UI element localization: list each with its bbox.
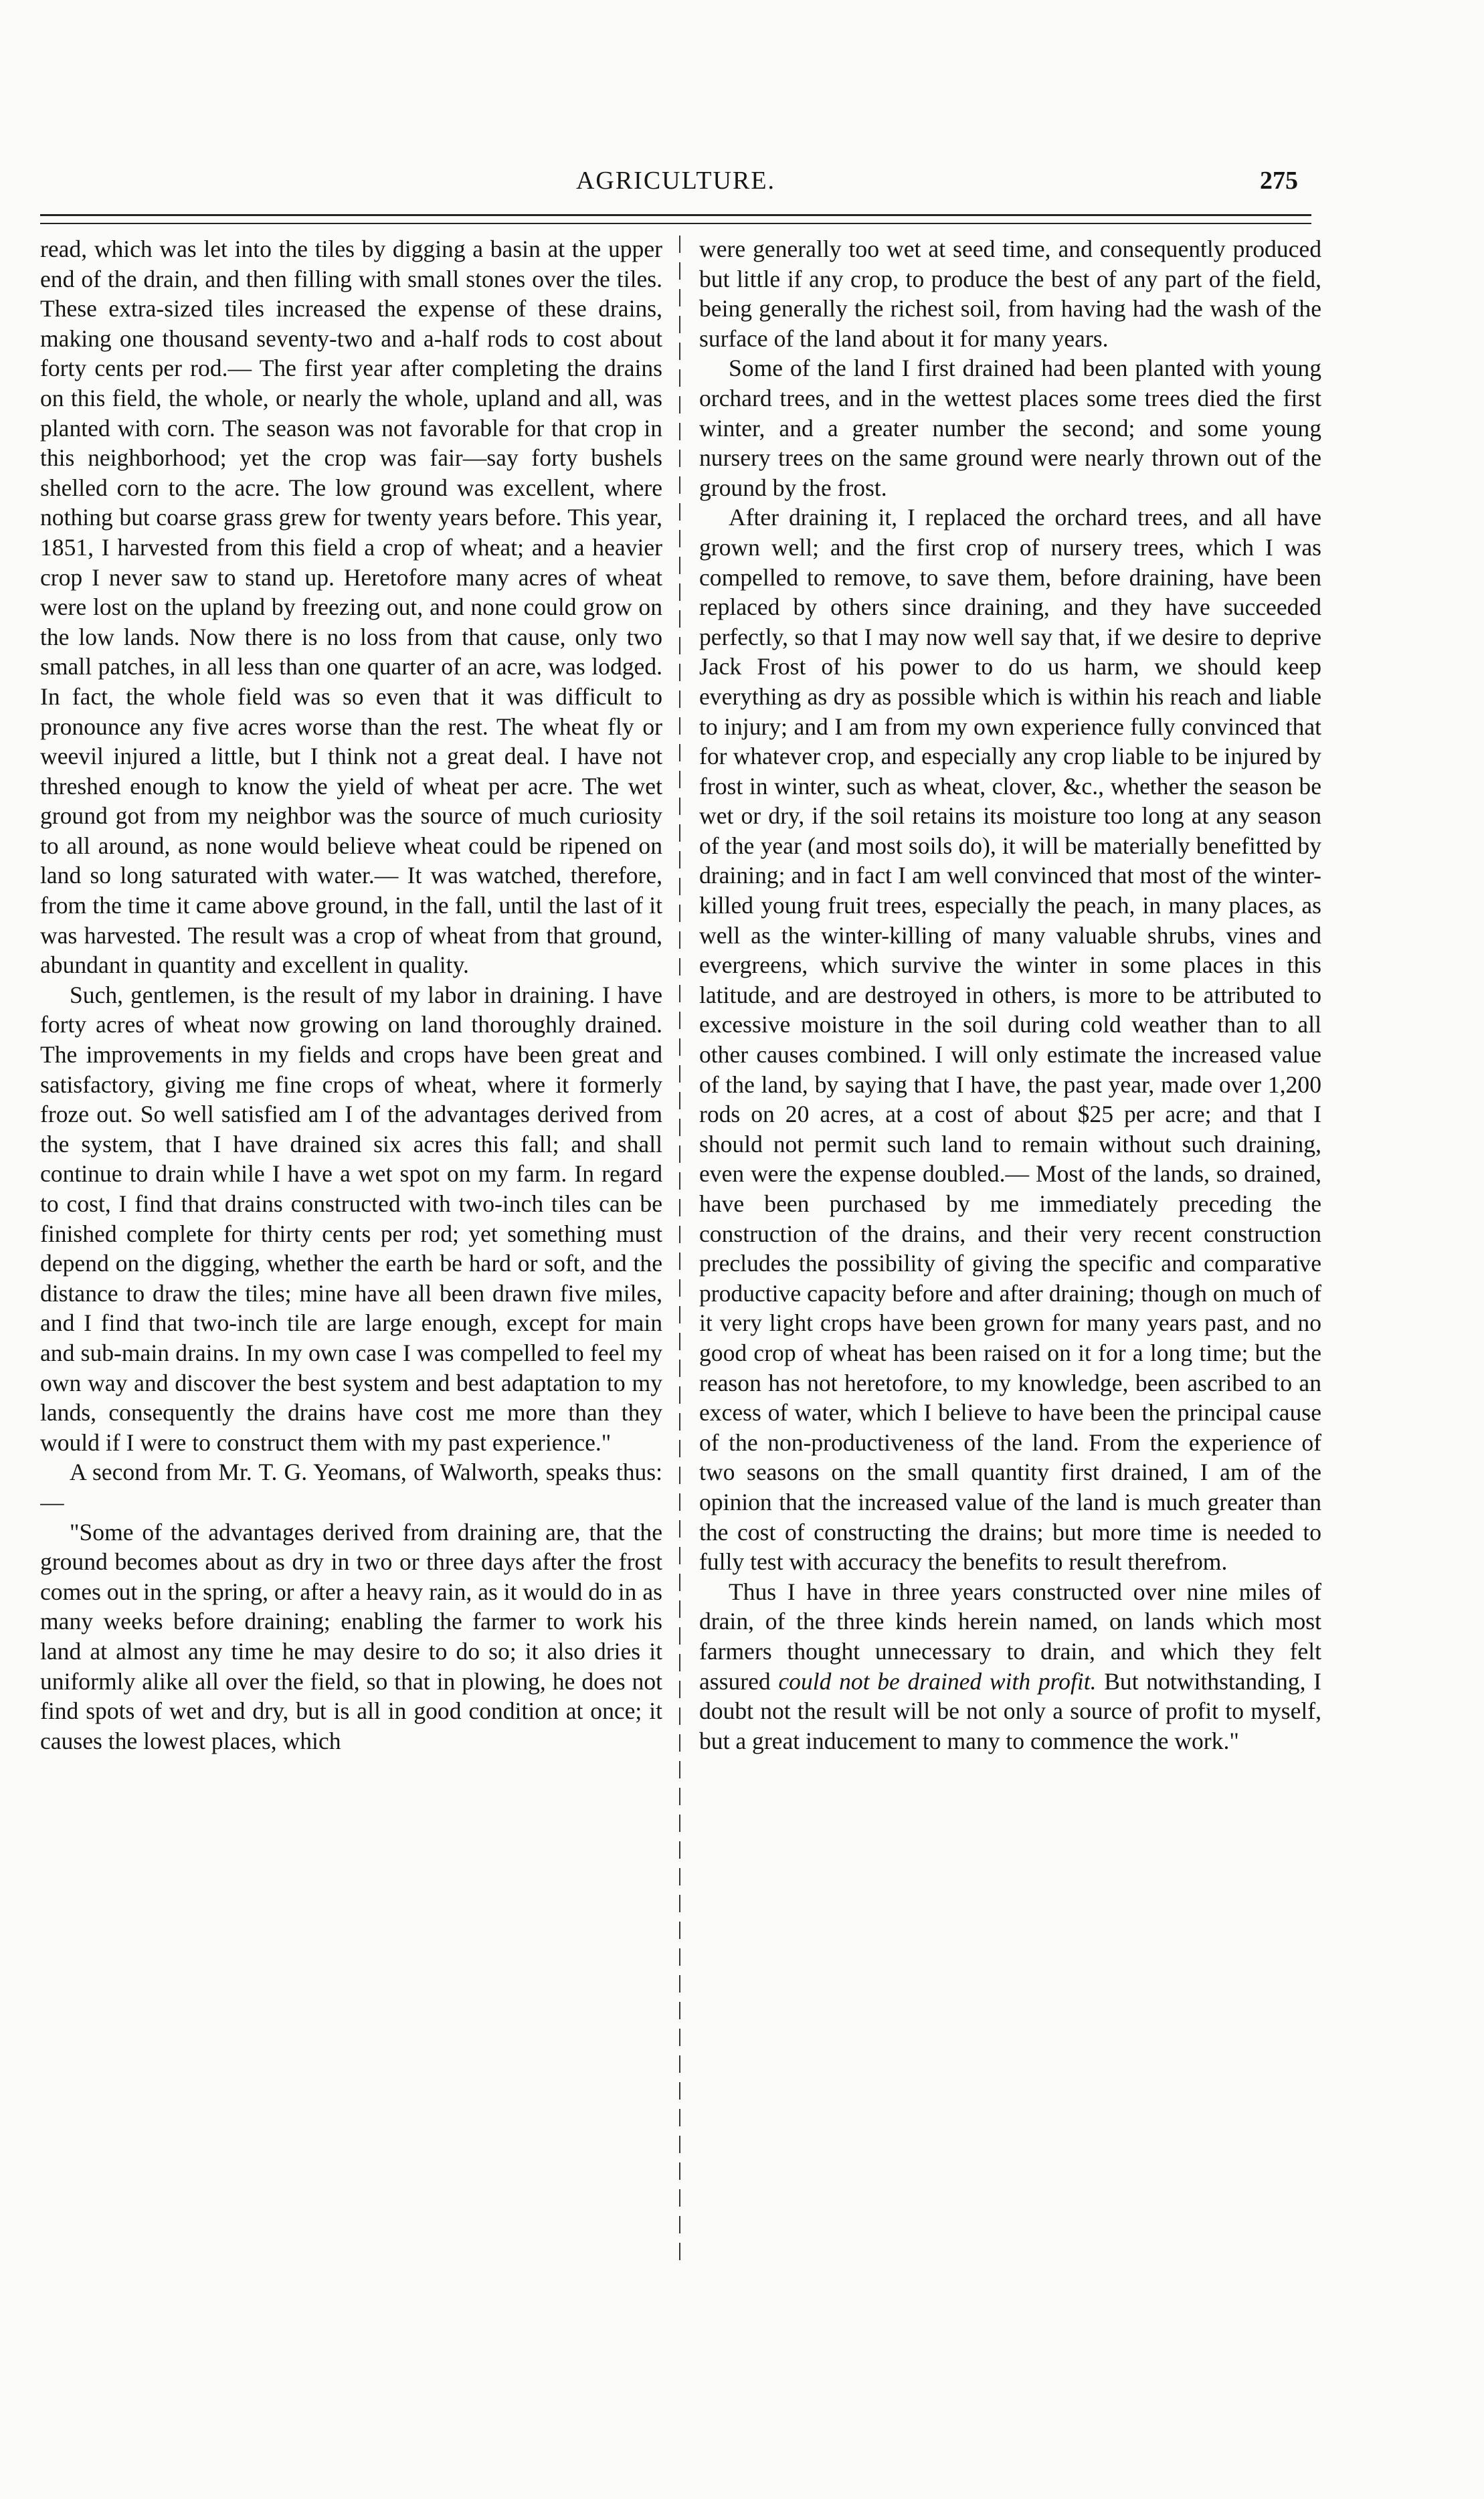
paragraph: Such, gentlemen, is the result of my labor in draining. I have forty acres of wheat now growing on land thoroughly drained. The improvements in my fields and crops have been great and satisfactory, giving me fine crops of wheat, where it formerly froze out. So well satisfied am I of the advantages derived from the system, that I have drained six acres this fall; and shall continue to drain while I have a wet spot on my farm. In regard to cost, I find that drains constructed with two-inch tiles can be finished complete for thirty cents per rod; yet something must depend on the digging, whether the earth be hard or soft, and the distance to draw the tiles; mine have all been drawn five miles, and I find that two-inch tile are large enough, except for main and sub-main drains. In my own case I was compelled to feel my own way and discover the best system and best adaptation to my lands, consequently the drains have cost me more than they would if I were to construct them with my past experience." bbox=[40, 981, 662, 1456]
paragraph: were generally too wet at seed time, and consequently produced but little if any crop, to produce the best of any part of the field, being generally the richest soil, from having had the wash of the surface of the land about it for many years. bbox=[699, 236, 1321, 352]
page-number: 275 bbox=[1260, 167, 1298, 195]
paragraph: A second from Mr. T. G. Yeomans, of Walworth, speaks thus:— bbox=[40, 1459, 662, 1515]
paragraph: After draining it, I replaced the orchard trees, and all have grown well; and the first crop of nursery trees, which I was compelled to remove, to save them, before draining, have been replaced by others since draining, and they have succeeded perfectly, so that I may now well say that, if we desire to deprive Jack Frost of his power to do us harm, we should keep everything as dry as possible which is within his reach and liable to injury; and I am from my own experience fully convinced that for whatever crop, and especially any crop liable to be injured by frost in winter, such as wheat, clover, &c., whether the season be wet or dry, if the soil retains its moisture too long at any season of the year (and most soils do), it will be materially benefitted by draining; and in fact I am well convinced that most of the winter-killed young fruit trees, especially the peach, in many places, as well as the winter-killing of many valuable shrubs, vines and evergreens, which survive the winter in some places in this latitude, and are destroyed in others, is more to be attributed to excessive moisture in the soil during cold weather than to all other causes combined. I will only estimate the increased value of the land, by saying that I have, the past year, made over 1,200 rods on 20 acres, at a cost of about $25 per acre; and that I should not permit such land to remain without such draining, even were the expense doubled.— Most of the lands, so drained, have been purchased by me immediately preceding the construction of the drains, and their very recent construction precludes the possibility of giving the specific and comparative productive capacity before and after draining; though on much of it very light crops have been grown for many years past, and no good crop of wheat has been raised on it for a long time; but the reason has not heretofore, to my knowledge, been ascribed to an excess of water, which I believe to have been the principal cause of the non-productiveness of the land. From the experience of two seasons on the small quantity first drained, I am of the opinion that the increased value of the land is much greater than the cost of constructing the drains; but more time is needed to fully test with accuracy the benefits to result therefrom. bbox=[699, 504, 1321, 1576]
italic-phrase: could not be drained with profit. bbox=[778, 1667, 1097, 1695]
right-column bbox=[699, 234, 1321, 2308]
paragraph-text: But notwithstanding, I doubt not the result will be not only a source of profit to myself, but a great inducement to many to commence the work." bbox=[699, 1667, 1321, 1754]
running-head: AGRICULTURE. bbox=[575, 167, 776, 195]
left-column bbox=[40, 234, 662, 2308]
paragraph: Some of the land I first drained had been planted with young orchard trees, and in the wettest places some trees died the first winter, and a greater number the second; and some young nursery trees on the same ground were nearly thrown out of the ground by the frost. bbox=[699, 355, 1321, 501]
column-divider bbox=[679, 236, 680, 2270]
paragraph: "Some of the advantages derived from draining are, that the ground becomes about as dry in two or three days after the frost comes out in the spring, or after a heavy rain, as it would do in as many weeks before draining; enabling the farmer to work his land at almost any time he may desire to do so; it also dries it uniformly alike all over the field, so that in plowing, he does not find spots of wet and dry, but is all in good condition at once; it causes the lowest places, which bbox=[40, 1518, 662, 1754]
paragraph: read, which was let into the tiles by digging a basin at the upper end of the drain, and then filling with small stones over the tiles. These extra-sized tiles increased the expense of these drains, making one thousand seventy-two and a-half rods to cost about forty cents per rod.— The first year after completing the drains on this field, the whole, or nearly the whole, upland and all, was planted with corn. The season was not favorable for that crop in this neighborhood; yet the crop was fair—say forty bushels shelled corn to the acre. The low ground was excellent, where nothing but coarse grass grew for twenty years before. This year, 1851, I harvested from this field a crop of wheat; and a heavier crop I never saw to stand up. Heretofore many acres of wheat were lost on the upland by freezing out, and none could grow on the low lands. Now there is no loss from that cause, only two small patches, in all less than one quarter of an acre, was lodged. In fact, the whole field was so even that it was difficult to pronounce any five acres worse than the rest. The wheat fly or weevil injured a little, but I think not a great deal. I have not threshed enough to know the yield of wheat per acre. The wet ground got from my neighbor was the source of much curiosity to all around, as none would believe wheat could be ripened on land so long saturated with water.— It was watched, therefore, from the time it came above ground, in the fall, until the last of it was harvested. The result was a crop of wheat from that ground, abundant in quantity and excellent in quality. bbox=[40, 236, 662, 979]
header-rule bbox=[40, 214, 1311, 224]
paragraph bbox=[699, 1577, 1321, 1756]
paragraph-text: Thus I have in three years constructed over nine miles of drain, of the three kinds herein named, on lands which most farmers thought unnecessary to drain, and which they felt assured bbox=[699, 1578, 1321, 1695]
page-header bbox=[40, 166, 1311, 206]
